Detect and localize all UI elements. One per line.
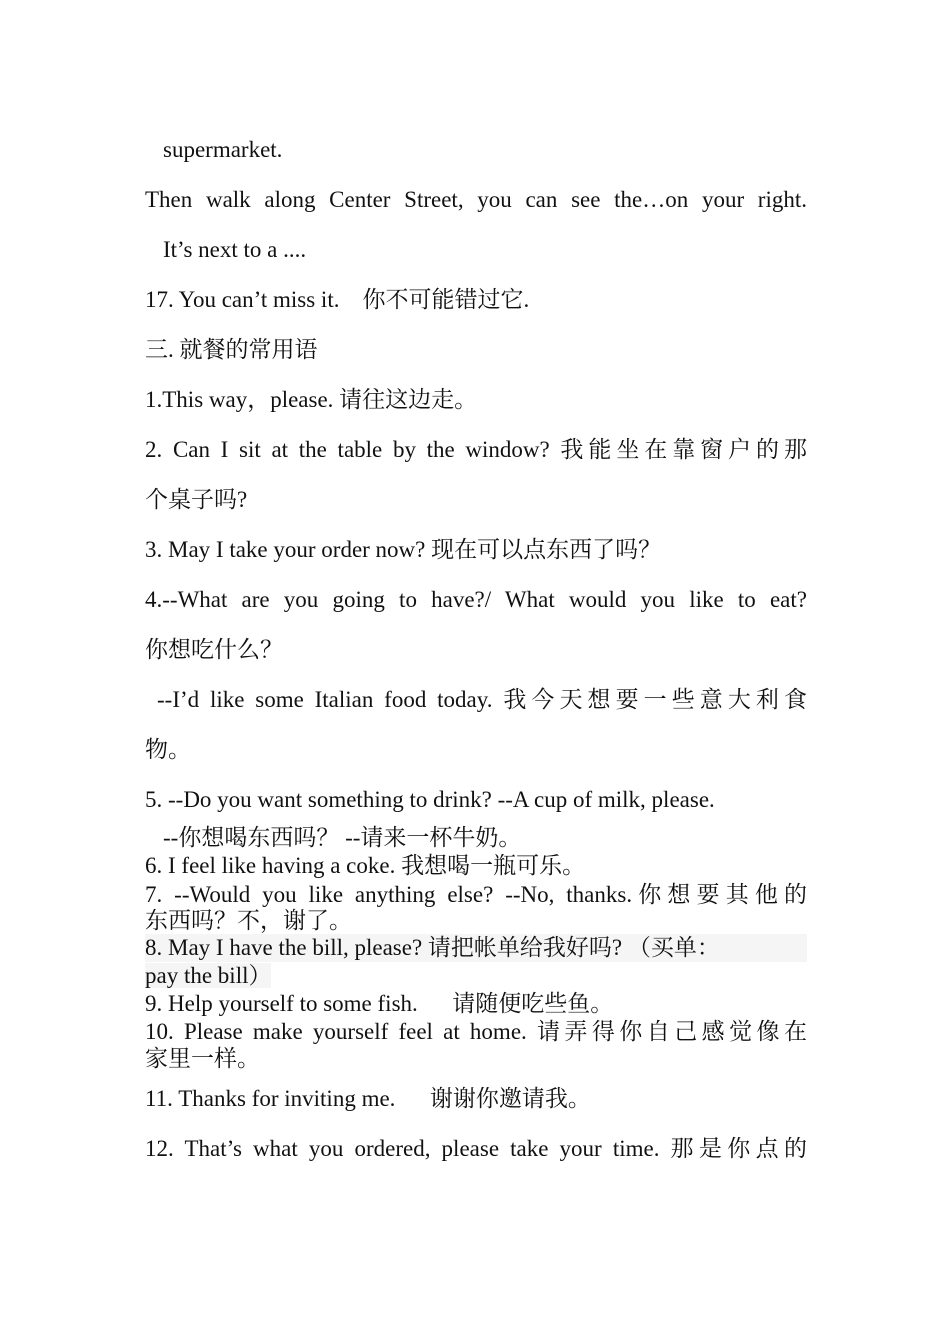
text-line: 3. May I take your order now? 现在可以点东西了吗？ (145, 537, 662, 562)
text-line: 个桌子吗? (145, 487, 248, 512)
text-line: 家里一样。 (145, 1046, 260, 1071)
text-line-highlighted: 8. May I have the bill, please? 请把帐单给我好吗? （买单： (145, 934, 807, 962)
section-heading: 三. 就餐的常用语 (145, 337, 318, 362)
text-line-highlighted (145, 962, 271, 990)
text-line: 6. I feel like having a coke. 我想喝一瓶可乐。 (145, 853, 586, 878)
text-line: It’s next to a .... (163, 237, 307, 262)
text-line: --你想喝东西吗？ --请来一杯牛奶。 (163, 825, 522, 850)
text-line: supermarket. (163, 137, 283, 162)
text-line: 5. --Do you want something to drink? --A cup of milk, please. (145, 787, 715, 812)
text-line: Then walk along Center Street, you can see the…on your right. (145, 187, 807, 212)
text-line: 东西吗？不，谢了。 (145, 908, 352, 933)
text-line: 9. Help yourself to some fish. 请随便吃些鱼。 (145, 991, 614, 1016)
text-line: 1.This way，please. 请往这边走。 (145, 387, 478, 412)
highlight-span: pay the bill） (145, 963, 272, 988)
text-line: 12. That’s what you ordered, please take your time. 那是你点的 (145, 1136, 807, 1161)
text-line: 11. Thanks for inviting me. 谢谢你邀请我。 (145, 1086, 591, 1111)
text-line: 2. Can I sit at the table by the window? 我能坐在靠窗户的那 (145, 437, 807, 462)
text-line: 你想吃什么？ (145, 637, 283, 662)
text-line: 10. Please make yourself feel at home. 请弄得你自己感觉像在 (145, 1019, 807, 1044)
text-line: --I’d like some Italian food today. 我今天想要一些意大利食 (157, 687, 807, 712)
text-line: 7. --Would you like anything else? --No, thanks.你想要其他的 (145, 882, 807, 907)
text-line: 物。 (145, 737, 191, 762)
text-line: 4.--What are you going to have?/ What would you like to eat? (145, 587, 807, 612)
text-line: 17. You can’t miss it. 你不可能错过它. (145, 287, 530, 312)
